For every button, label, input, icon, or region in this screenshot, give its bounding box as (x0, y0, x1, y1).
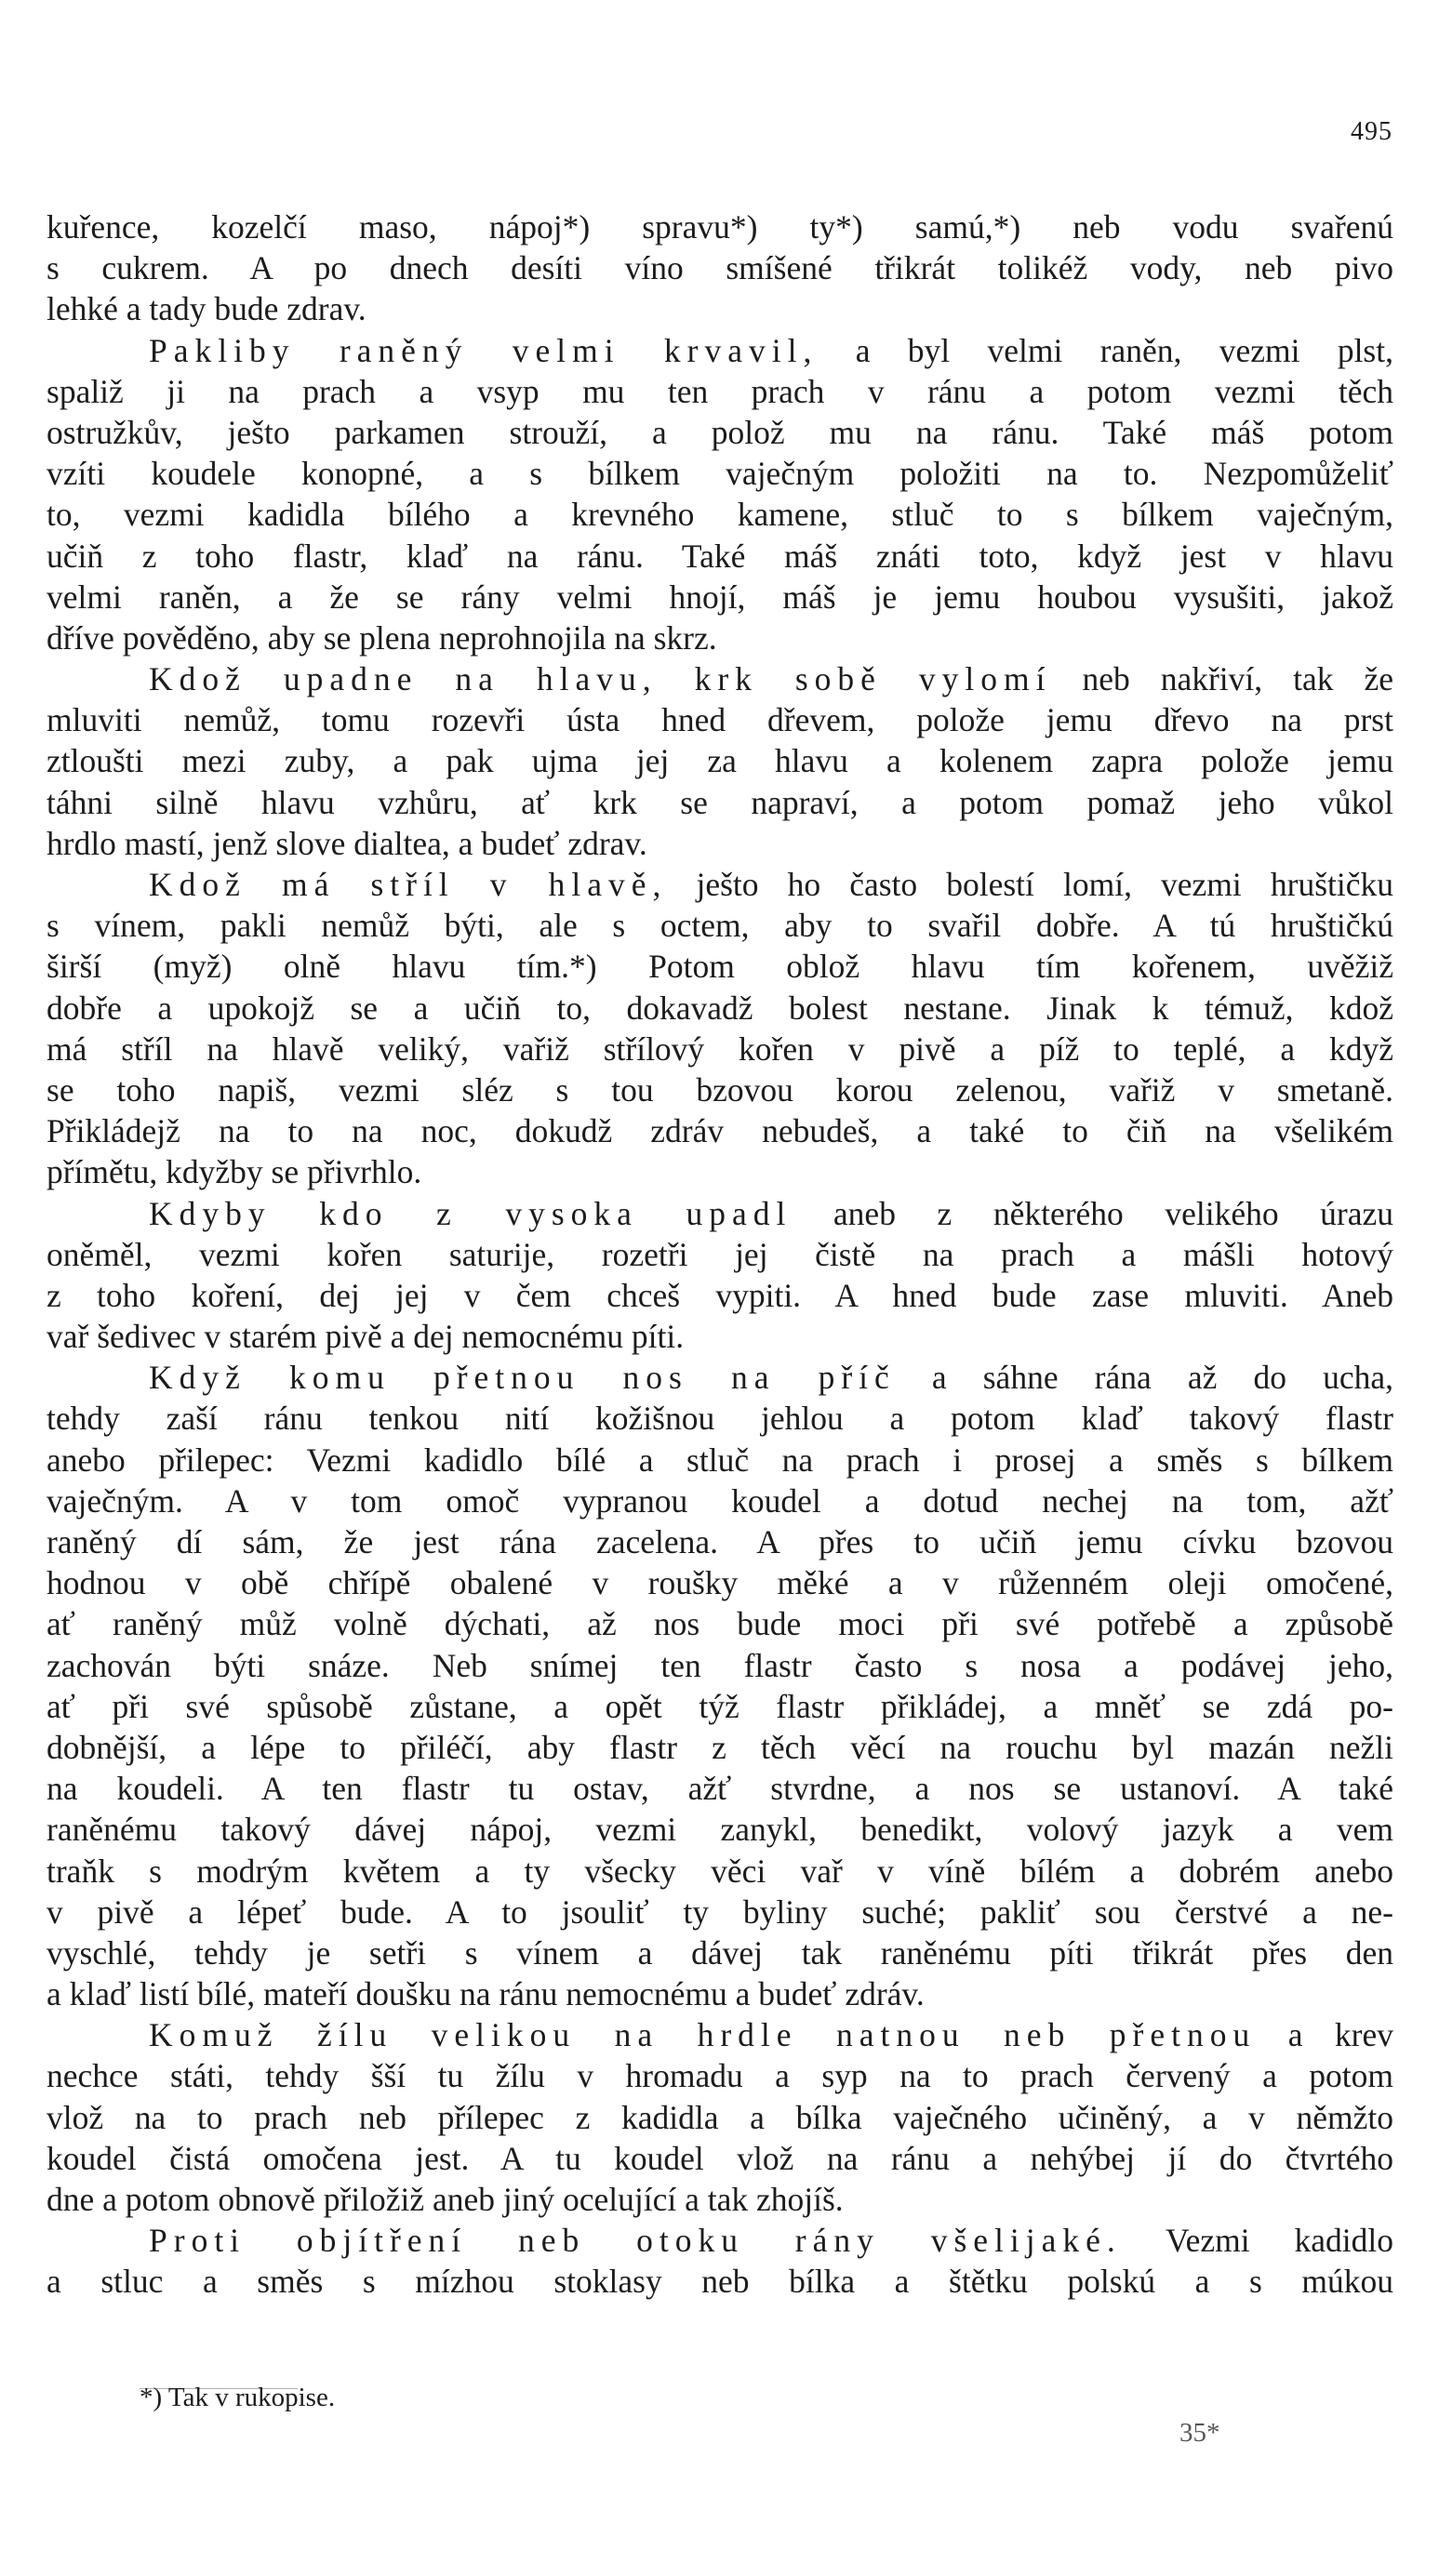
line-text: koudel čistá omočena jest. A tu koudel vlož na ránu a nehýbej jí do čtvrtého (47, 2139, 1393, 2177)
line-text: s vínem, pakli nemůž býti, ale s octem, aby to svařil dobře. A tú hruštičkú (47, 907, 1393, 945)
text-line (47, 1686, 1393, 1727)
text-line (47, 2097, 1393, 2138)
line-text: mluviti nemůž, tomu rozevři ústa hned dřevem, polože jemu dřevo na prst (47, 701, 1393, 739)
line-text: z toho koření, dej jej v čem chceš vypiti. A hned bude zase mluviti. Aneb (47, 1276, 1393, 1314)
line-text: to, vezmi kadidla bílého a krevného kamene, stluč to s bílkem vaječným, (47, 496, 1393, 534)
line-text: vaječným. A v tom omoč vypranou koudel a dotud nechej na tom, ažť (47, 1481, 1393, 1520)
line-text: s cukrem. A po dnech desíti víno smíšené třikrát tolikéž vody, neb pivo (47, 249, 1393, 287)
line-text: ať při své spůsobě zůstane, a opět týž flastr přikládej, a mněť se zdá po- (47, 1687, 1393, 1725)
line-text: a byl velmi raněn, vezmi plst, (818, 331, 1393, 369)
text-line (47, 1521, 1393, 1562)
text-line (47, 1768, 1393, 1809)
text-line (47, 2261, 1393, 2302)
text-line (47, 1892, 1393, 1932)
line-text: táhni silně hlavu vzhůru, ať krk se napraví, a potom pomaž jeho vůkol (47, 783, 1393, 821)
text-line (47, 2179, 1393, 2220)
text-line (47, 1151, 1393, 1192)
spaced-heading-phrase: Kdož upadne na hlavu, krk sobě vylomí (149, 660, 1052, 698)
text-line (47, 288, 1393, 329)
text-line (47, 247, 1393, 288)
spaced-heading-phrase: Kdyby kdo z vysoka upadl (149, 1194, 793, 1232)
spaced-heading-phrase: Proti objítření neb otoku rány všelijaké. (149, 2222, 1122, 2260)
paragraph-start-line (47, 1357, 1393, 1398)
text-line (47, 1481, 1393, 1521)
line-text: dobnější, a lépe to přiléčí, aby flastr z těch věcí na rouchu byl mazán nežli (47, 1728, 1393, 1766)
line-text: raněný dí sám, že jest rána zacelena. A přes to učiň jemu cívku bzovou (47, 1523, 1393, 1560)
line-text: kuřence, kozelčí maso, nápoj*) spravu*) ty*) samú,*) neb vodu svařenú (47, 208, 1393, 246)
line-text: dne a potom obnově přiložiž aneb jiný ocelující a tak zhojíš. (47, 2181, 844, 2218)
text-line (47, 1603, 1393, 1644)
text-line (47, 1645, 1393, 1686)
paragraph-start-line (47, 658, 1393, 699)
text-line (47, 371, 1393, 412)
line-text: neb nakřiví, tak že (1051, 660, 1393, 698)
text-line (47, 1234, 1393, 1275)
line-text: se toho napiš, vezmi sléz s tou bzovou korou zelenou, vařiž v smetaně. (47, 1070, 1393, 1109)
text-line (47, 740, 1393, 781)
text-line (47, 2055, 1393, 2096)
line-text: zachován býti snáze. Neb snímej ten flastr často s nosa a podávej jeho, (47, 1646, 1393, 1684)
line-text: učiň z toho flastr, klaď na ránu. Také máš znáti toto, když jest v hlavu (47, 537, 1393, 575)
text-line (47, 206, 1393, 247)
paragraph-start-line (47, 330, 1393, 371)
spaced-heading-phrase: Komuž žílu velikou na hrdle natnou neb přetnou (149, 2016, 1257, 2054)
line-text: přímětu, kdyžby se přivrhlo. (47, 1153, 422, 1191)
text-line (47, 1029, 1393, 1069)
text-line (47, 412, 1393, 453)
paragraph-start-line (47, 2220, 1393, 2261)
line-text: má stříl na hlavě veliký, vařiž střílový kořen v pivě a píž to teplé, a když (47, 1029, 1393, 1068)
line-text: nechce státi, tehdy šší tu žílu v hromadu a syp na to prach červený a potom (47, 2057, 1393, 2095)
line-text: a stluc a směs s mízhou stoklasy neb bílka a štětku polskú a s múkou (47, 2263, 1393, 2301)
line-text: vyschlé, tehdy je setři s vínem a dávej tak raněnému píti třikrát přes den (47, 1933, 1393, 1972)
line-text: a klaď listí bílé, mateří doušku na ránu nemocnému a budeť zdráv. (47, 1975, 925, 2013)
line-text: hodnou v obě chřípě obalené v roušky měké a v růženném oleji omočené, (47, 1564, 1393, 1602)
line-text: hrdlo mastí, jenž slove dialtea, a budeť zdrav. (47, 824, 647, 862)
text-line (47, 1316, 1393, 1357)
line-text: aneb z některého velikého úrazu (792, 1194, 1393, 1232)
text-line (47, 1851, 1393, 1892)
text-line (47, 988, 1393, 1029)
line-text: vzíti koudele konopné, a s bílkem vaječným položiti na to. Nezpomůželiť (47, 455, 1393, 493)
line-text: velmi raněn, a že se rány velmi hnojí, máš je jemu houbou vysušiti, jakož (47, 578, 1393, 616)
text-line (47, 536, 1393, 577)
body-text (47, 206, 1393, 2303)
text-line (47, 699, 1393, 740)
line-text: širší (myž) olně hlavu tím.*) Potom oblož hlavu tím kořenem, uvěžiž (47, 948, 1393, 986)
line-text: lehké a tady bude zdrav. (47, 290, 366, 328)
paragraph-start-line (47, 1193, 1393, 1234)
text-line (47, 617, 1393, 658)
line-text: ať raněný můž volně dýchati, až nos bude moci při své potřebě a způsobě (47, 1605, 1393, 1643)
text-line (47, 905, 1393, 946)
line-text: Přikládejž na to na noc, dokudž zdráv nebudeš, a také to čiň na všelikém (47, 1112, 1393, 1150)
line-text: a sáhne rána až do ucha, (895, 1359, 1393, 1397)
line-text: vlož na to prach neb přílepec z kadidla a bílka vaječného učiněný, a v němžto (47, 2098, 1393, 2136)
text-line (47, 577, 1393, 617)
text-line (47, 1110, 1393, 1151)
line-text: vař šedivec v starém pivě a dej nemocnému píti. (47, 1318, 685, 1356)
text-line (47, 453, 1393, 494)
text-line (47, 1069, 1393, 1110)
line-text: dříve pověděno, aby se plena neprohnojila na skrz. (47, 618, 717, 657)
spaced-heading-phrase: Když komu přetnou nos na příč (149, 1359, 896, 1397)
text-line (47, 2138, 1393, 2179)
text-line (47, 1275, 1393, 1316)
text-line (47, 782, 1393, 823)
text-line (47, 1973, 1393, 2014)
paragraph-start-line (47, 2014, 1393, 2055)
line-text: Vezmi kadidlo (1121, 2222, 1393, 2260)
text-line (47, 1398, 1393, 1439)
spaced-heading-phrase: Kdož má stříl v hlavě, (149, 866, 668, 903)
text-line (47, 494, 1393, 535)
line-text: oněměl, vezmi kořen saturije, rozetři jej čistě na prach a mášli hotový (47, 1235, 1393, 1273)
spaced-heading-phrase: Pakliby raněný velmi krvavil, (149, 331, 819, 369)
printer-signature: 35* (1179, 2418, 1220, 2448)
line-text: spaliž ji na prach a vsyp mu ten prach v ránu a potom vezmi těch (47, 372, 1393, 410)
line-text: v pivě a lépeť bude. A to jsouliť ty byliny suché; pakliť sou čerstvé a ne- (47, 1892, 1393, 1931)
line-text: tehdy zaší ránu tenkou nití kožišnou jehlou a potom klaď takový flastr (47, 1400, 1393, 1438)
text-line (47, 1932, 1393, 1973)
footnote: *) Tak v rukopise. (140, 2383, 336, 2412)
line-text: traňk s modrým květem a ty všecky věci vař v víně bílém a dobrém anebo (47, 1852, 1393, 1890)
line-text: ostružkův, ješto parkamen strouží, a polož mu na ránu. Také máš potom (47, 413, 1393, 451)
text-line (47, 1809, 1393, 1850)
line-text: anebo přilepec: Vezmi kadidlo bílé a stluč na prach i prosej a směs s bílkem (47, 1441, 1393, 1479)
line-text: raněnému takový dávej nápoj, vezmi zanykl, benedikt, volový jazyk a vem (47, 1811, 1393, 1849)
line-text: a krev (1256, 2016, 1393, 2054)
line-text: ješto ho často bolestí lomí, vezmi hruštičku (667, 866, 1393, 903)
paragraph-start-line (47, 864, 1393, 905)
line-text: dobře a upokojž se a učiň to, dokavadž bolest nestane. Jinak k témuž, kdož (47, 989, 1393, 1027)
text-line (47, 1562, 1393, 1603)
text-line (47, 946, 1393, 987)
text-line (47, 1440, 1393, 1481)
text-line (47, 1727, 1393, 1768)
page-number: 495 (1351, 117, 1392, 146)
line-text: na koudeli. A ten flastr tu ostav, ažť stvrdne, a nos se ustanoví. A také (47, 1770, 1393, 1808)
line-text: ztloušti mezi zuby, a pak ujma jej za hlavu a kolenem zapra polože jemu (47, 742, 1393, 780)
text-line (47, 823, 1393, 864)
